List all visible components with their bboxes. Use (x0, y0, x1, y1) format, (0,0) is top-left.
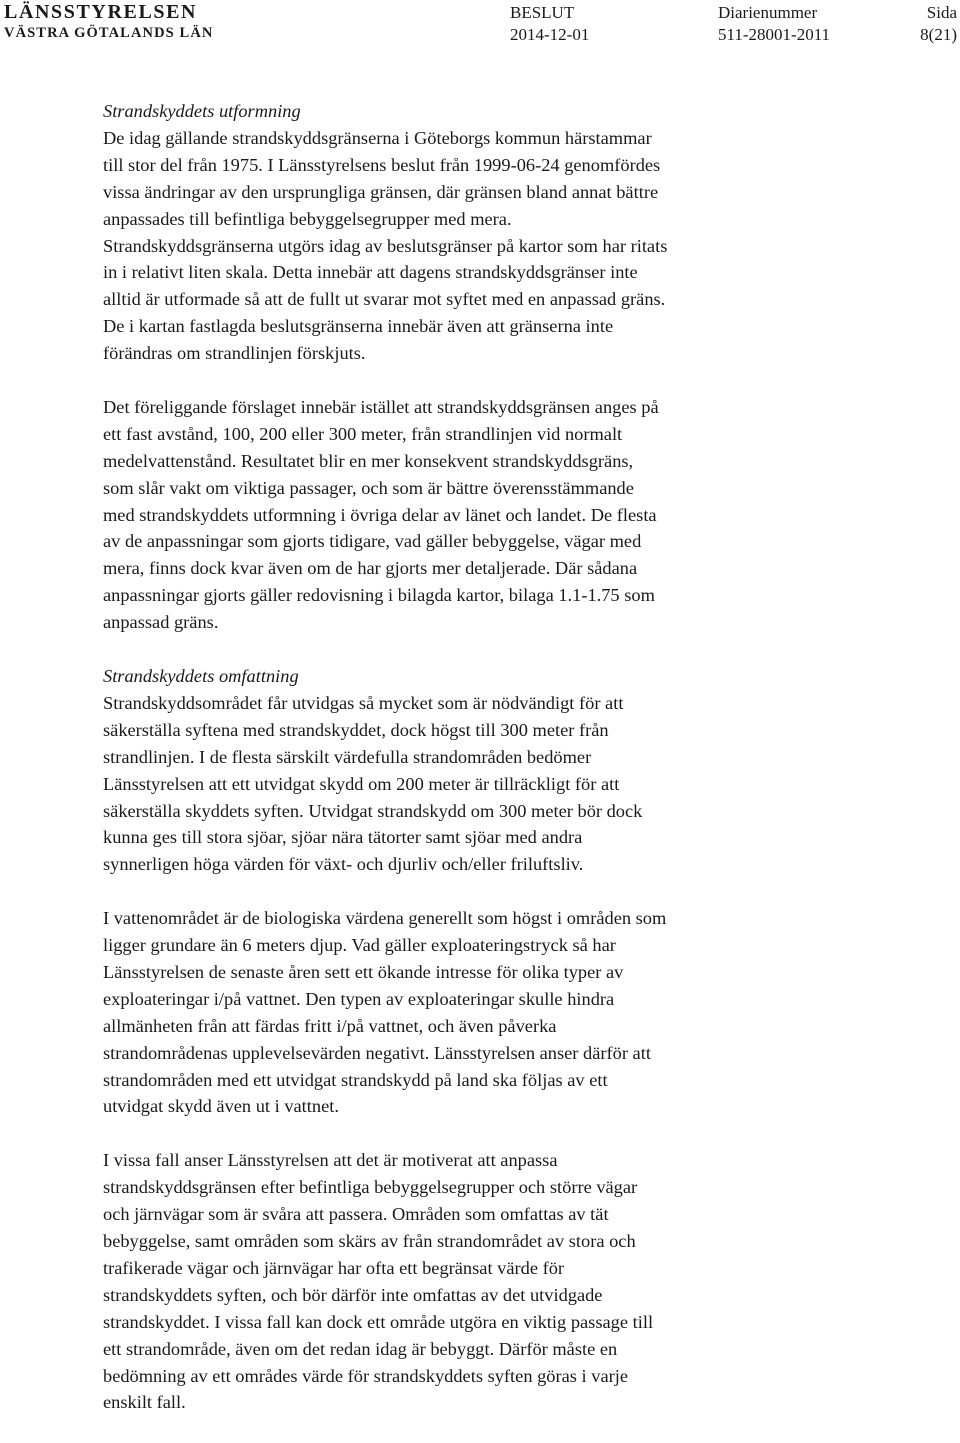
text-line: medelvattenstånd. Resultatet blir en mer konsekvent strandskyddsgräns, (103, 450, 634, 471)
document-body (103, 98, 933, 1443)
section-title-utformning: Strandskyddets utformning (103, 101, 301, 121)
text-line: som slår vakt om viktiga passager, och som är bättre överensstämmande (103, 477, 634, 498)
diarienummer-block (718, 2, 830, 46)
paragraph-5 (103, 1147, 933, 1416)
text-line: Strandskyddsgränserna utgörs idag av beslutsgränser på kartor som har ritats (103, 235, 668, 256)
document-type-block (510, 2, 589, 46)
text-line: bebyggelse, samt områden som skärs av från strandområdet av stora och (103, 1231, 636, 1251)
text-line: kunna ges till stora sjöar, sjöar nära tätorter samt sjöar med andra (103, 827, 583, 848)
lansstyrelsen-logo (4, 2, 213, 41)
text-line: Länsstyrelsen att ett utvidgat skydd om 200 meter är tillräckligt för att (103, 773, 620, 794)
page-header (0, 0, 960, 50)
text-line: De i kartan fastlagda beslutsgränserna innebär även att gränserna inte (103, 316, 614, 337)
text-line: och järnvägar som är svåra att passera. Områden som omfattas av tät (103, 1204, 609, 1225)
logo-line-2: VÄSTRA GÖTALANDS LÄN (4, 25, 214, 41)
diarienummer-value: 511-28001-2011 (718, 25, 831, 44)
text-line: bedömning av ett områdes värde för strandskyddets syften göras i varje (103, 1365, 629, 1386)
text-line: I vattenområdet är de biologiska värdena generellt som högst i områden som (103, 908, 667, 929)
text-line: säkerställa syftena med strandskyddet, dock högst till 300 meter från (103, 719, 609, 740)
diarienummer-label: Diarienummer (718, 3, 818, 22)
text-line: förändras om strandlinjen förskjuts. (103, 343, 366, 364)
paragraph-1 (103, 125, 933, 367)
text-line: ligger grundare än 6 meters djup. Vad gäller exploateringstryck så har (103, 935, 616, 956)
page-number-block (920, 2, 957, 46)
text-line: strandskyddets syften, och bör därför inte omfattas av det utvidgade (103, 1284, 603, 1305)
text-line: Det föreliggande förslaget innebär istället att strandskyddsgränsen anges på (103, 396, 659, 417)
text-line: strandområden med ett utvidgat strandskydd på land ska följas av ett (103, 1069, 608, 1090)
text-line: ett fast avstånd, 100, 200 eller 300 meter, från strandlinjen vid normalt (103, 423, 623, 444)
paragraph-2 (103, 394, 933, 636)
text-line: strandskyddsgränsen efter befintliga bebyggelsegrupper och större vägar (103, 1177, 638, 1198)
document-type: BESLUT (510, 3, 575, 22)
text-line: strandlinjen. I de flesta särskilt värdefulla strandområden bedömer (103, 746, 592, 767)
text-line: av de anpassningar som gjorts tidigare, vad gäller bebyggelse, vägar med (103, 531, 642, 552)
text-line: till stor del från 1975. I Länsstyrelsens beslut från 1999-06-24 genomfördes (103, 154, 661, 175)
page-label: Sida (926, 3, 957, 22)
text-line: anpassades till befintliga bebyggelsegrupper med mera. (103, 208, 512, 229)
text-line: ett strandområde, även om det redan idag är bebyggt. Därför måste en (103, 1338, 618, 1359)
section-title-omfattning: Strandskyddets omfattning (103, 666, 299, 686)
text-line: allmänheten från att färdas fritt i/på vattnet, och även påverka (103, 1015, 557, 1036)
paragraph-4 (103, 905, 933, 1120)
text-line: Länsstyrelsen de senaste åren sett ett ökande intresse för olika typer av (103, 961, 624, 982)
logo-line-1: LÄNSSTYRELSEN (4, 1, 198, 23)
text-line: in i relativt liten skala. Detta innebär att dagens strandskyddsgränser inte (103, 262, 638, 283)
text-line: vissa ändringar av den ursprungliga gränsen, där gränsen bland annat bättre (103, 181, 659, 202)
text-line: mera, finns dock kvar även om de har gjorts mer detaljerade. Där sådana (103, 558, 638, 579)
text-line: säkerställa skyddets syften. Utvidgat strandskydd om 300 meter bör dock (103, 800, 643, 821)
text-line: enskilt fall. (103, 1392, 186, 1413)
text-line: anpassningar gjorts gäller redovisning i bilagda kartor, bilaga 1.1-1.75 som (103, 585, 655, 606)
text-line: I vissa fall anser Länsstyrelsen att det är motiverat att anpassa (103, 1150, 558, 1171)
page-number: 8(21) (920, 25, 957, 44)
paragraph-3 (103, 690, 933, 878)
text-line: De idag gällande strandskyddsgränserna i Göteborgs kommun härstammar (103, 127, 652, 148)
text-line: med strandskyddets utformning i övriga delar av länet och landet. De flesta (103, 504, 657, 525)
text-line: alltid är utformade så att de fullt ut svarar mot syftet med en anpassad gräns. (103, 289, 666, 310)
text-line: strandskyddet. I vissa fall kan dock ett område utgöra en viktig passage till (103, 1311, 654, 1332)
text-line: trafikerade vägar och järnvägar har ofta ett begränsat värde för (103, 1257, 565, 1278)
text-line: anpassad gräns. (103, 612, 219, 633)
text-line: Strandskyddsområdet får utvidgas så mycket som är nödvändigt för att (103, 692, 624, 713)
text-line: exploateringar i/på vattnet. Den typen av exploateringar skulle hindra (103, 988, 615, 1009)
text-line: strandområdenas upplevelsevärden negativt. Länsstyrelsen anser därför att (103, 1042, 651, 1063)
text-line: utvidgat skydd även ut i vattnet. (103, 1096, 339, 1117)
document-date: 2014-12-01 (510, 25, 590, 44)
text-line: synnerligen höga värden för växt- och djurliv och/eller friluftsliv. (103, 854, 584, 875)
